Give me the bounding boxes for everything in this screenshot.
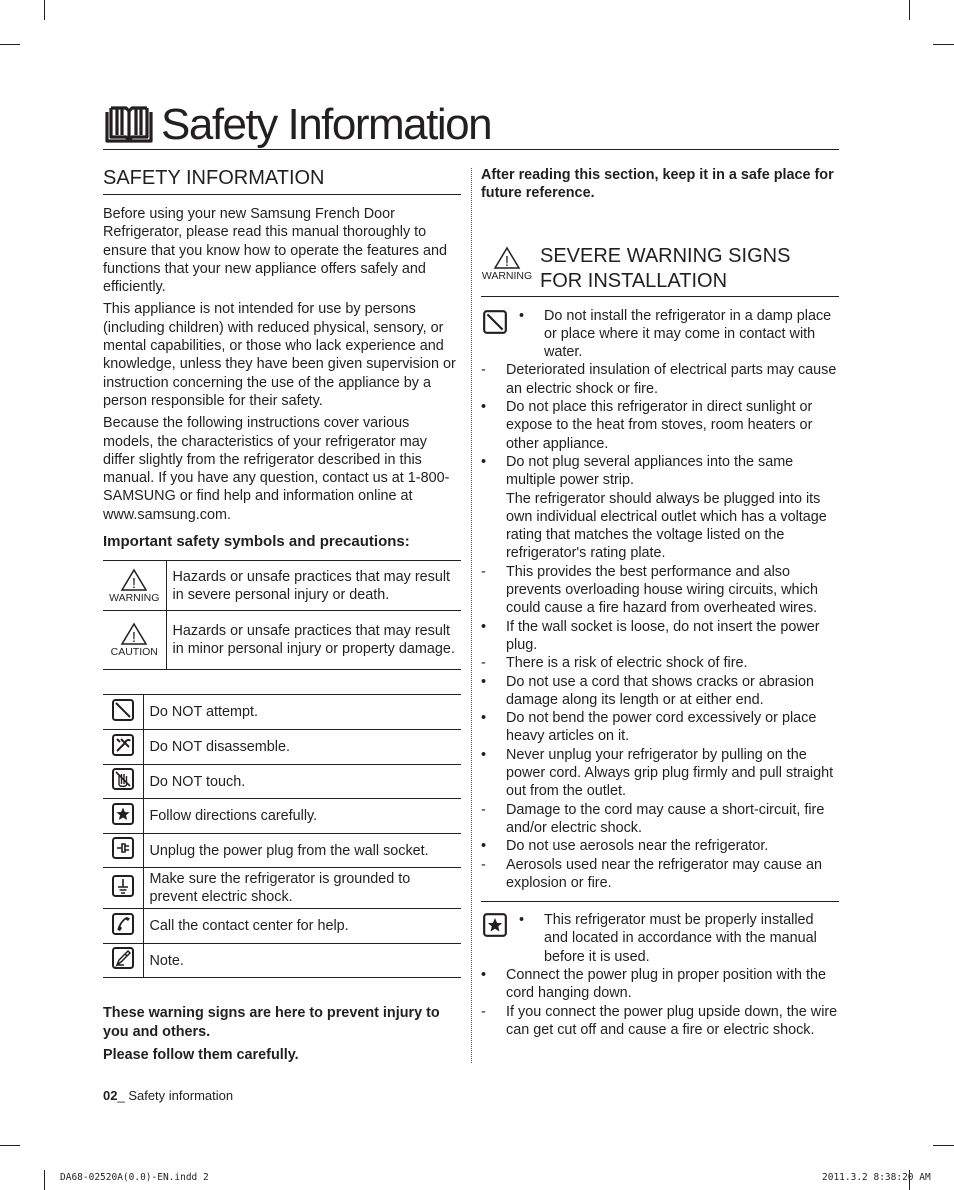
footer-separator: _: [117, 1088, 129, 1103]
svg-text:!: !: [504, 252, 510, 270]
list-marker: -: [481, 856, 486, 873]
list-marker: -: [481, 655, 486, 672]
list-marker: •: [481, 710, 487, 727]
list-marker: -: [481, 1003, 486, 1020]
list-item-text: Damage to the cord may cause a short-circuit, fire and/or electric shock.: [506, 801, 825, 836]
page-title: Safety Information: [161, 100, 492, 149]
list-item-text: Do not use aerosols near the refrigerator.: [506, 838, 769, 855]
list-item: [481, 911, 839, 966]
hazard-row: [103, 561, 461, 611]
list-marker: •: [481, 453, 487, 470]
persons-paragraph: This appliance is not intended for use by persons (including children) with reduced physical, sensory, or mental capabilities, or those who lack experience and knowledge, unless they have been given supervision or instruction concerning the use of the appliance by a person responsible for their safety.: [103, 301, 456, 409]
no-disassemble-icon: [111, 733, 135, 757]
list-item-text: Do not plug several appliances into the same multiple power strip.: [506, 453, 794, 489]
hazard-text: Hazards or unsafe practices that may result in severe personal injury or death.: [166, 561, 461, 611]
column-divider: [471, 168, 472, 1063]
list-item: [481, 490, 839, 563]
print-slug-date: 2011.3.2 8:38:20 AM: [822, 1172, 931, 1183]
hazard-text: Hazards or unsafe practices that may result in minor personal injury or property damage.: [166, 611, 461, 670]
list-item-text: This refrigerator must be properly installed and located in accordance with the manual before it is used.: [544, 912, 817, 965]
list-item: [481, 1003, 839, 1040]
caution-label: CAUTION: [110, 646, 158, 659]
models-paragraph: Because the following instructions cover various models, the characteristics of your refrigerator may differ slightly from the refrigerator described in this manual. If you have any question, contact us at 1-800-SAMSUNG or find help and information online at www.samsung.com.: [103, 415, 450, 523]
crop-mark: [44, 1170, 45, 1190]
keep-notice: After reading this section, keep it in a safe place for future reference.: [481, 167, 834, 202]
installation-warnings: [481, 307, 839, 893]
symbol-row: [103, 834, 461, 868]
hazard-row: [103, 611, 461, 670]
right-column: [481, 166, 839, 1039]
symbol-text: Do NOT touch.: [143, 765, 461, 799]
book-icon: [105, 104, 153, 149]
star-icon: [111, 802, 135, 826]
svg-text:!: !: [132, 629, 137, 647]
list-item: [481, 856, 839, 893]
closing-note-2: Please follow them carefully.: [103, 1046, 299, 1063]
list-marker: •: [519, 307, 525, 324]
list-marker: •: [481, 673, 487, 690]
note-icon: [111, 946, 135, 970]
list-item: [481, 673, 839, 710]
list-item: [481, 837, 839, 855]
warning-icon: [493, 246, 521, 270]
warning-label: WARNING: [481, 269, 533, 282]
list-item: [481, 563, 839, 618]
list-item-text: Do not use a cord that shows cracks or abrasion damage along its length or at either end.: [506, 673, 814, 708]
list-item-text: This provides the best performance and also prevents overloading house wiring circuits, which could cause a fire hazard from overheated wires.: [506, 563, 818, 617]
list-item-text: The refrigerator should always be plugged into its own individual electrical outlet which has a voltage rating that matches the voltage listed on the refrigerator's rating plate.: [506, 490, 827, 562]
section-heading: SEVERE WARNING SIGNS FOR INSTALLATION: [540, 244, 791, 293]
list-item-text: Connect the power plug in proper position with the cord hanging down.: [506, 966, 826, 1002]
list-item: [481, 398, 839, 453]
caution-icon: [120, 622, 148, 646]
symbol-row: [103, 868, 461, 909]
page-number: 02: [103, 1088, 118, 1103]
crop-mark: [0, 1145, 20, 1146]
list-item: [481, 966, 839, 1003]
closing-note: These warning signs are here to prevent injury to you and others.: [103, 1005, 440, 1040]
crop-mark: [909, 0, 910, 20]
list-item: [481, 618, 839, 655]
list-marker: -: [481, 563, 486, 580]
list-item: [481, 709, 839, 746]
footer-section: Safety information: [128, 1088, 234, 1103]
symbol-row: [103, 944, 461, 978]
list-marker: -: [481, 362, 486, 379]
symbol-text: Follow directions carefully.: [143, 799, 461, 834]
symbols-heading: Important safety symbols and precautions:: [103, 533, 410, 551]
symbol-text: Do NOT disassemble.: [143, 730, 461, 765]
direction-list: [481, 911, 839, 1039]
print-slug-file: DA68-02520A(0.0)-EN.indd 2: [60, 1172, 209, 1183]
crop-mark: [0, 44, 20, 45]
list-marker: •: [481, 838, 487, 855]
symbol-text: Note.: [143, 944, 461, 978]
symbol-table: [103, 694, 461, 978]
symbol-text: Make sure the refrigerator is grounded to prevent electric shock.: [143, 868, 461, 909]
list-item: [481, 746, 839, 801]
warning-list: [481, 307, 839, 893]
list-item-text: Do not bend the power cord excessively or place heavy articles on it.: [506, 710, 817, 745]
list-item: [481, 453, 839, 490]
list-item: [481, 654, 839, 672]
list-item-text: Do not install the refrigerator in a damp place or place where it may come in contact with water.: [544, 307, 832, 361]
list-item-text: If you connect the power plug upside down, the wire can get cut off and cause a fire or electric shock.: [506, 1003, 838, 1038]
no-touch-icon: [111, 767, 135, 791]
list-marker: •: [481, 399, 487, 416]
symbol-text: Call the contact center for help.: [143, 909, 461, 944]
list-item-text: Never unplug your refrigerator by pulling on the power cord. Always grip plug firmly and pull straight out from the outlet.: [506, 746, 834, 800]
list-item-text: Deteriorated insulation of electrical parts may cause an electric shock or fire.: [506, 362, 837, 397]
prohibit-icon: [111, 698, 135, 722]
unplug-icon: [111, 836, 135, 860]
crop-mark: [44, 0, 45, 20]
ground-icon: [111, 874, 135, 898]
list-item: [481, 307, 839, 362]
list-marker: •: [519, 912, 525, 929]
list-item: [481, 361, 839, 398]
symbol-row: [103, 730, 461, 765]
installation-directions: [481, 901, 839, 1039]
symbol-row: [103, 909, 461, 944]
list-marker: •: [481, 746, 487, 763]
page-title-row: [103, 96, 839, 150]
list-item-text: There is a risk of electric shock of fire.: [506, 655, 748, 672]
phone-icon: [111, 912, 135, 936]
svg-text:!: !: [132, 574, 137, 592]
crop-mark: [933, 44, 954, 45]
list-marker: •: [481, 966, 487, 983]
warning-label: WARNING: [109, 591, 160, 604]
symbol-row: [103, 765, 461, 799]
intro-paragraph: Before using your new Samsung French Door Refrigerator, please read this manual thoroughly to ensure that you know how to operate the features and functions that your new appliance offers safely and efficiently.: [103, 206, 448, 296]
list-item-text: Do not place this refrigerator in direct sunlight or expose to the heat from stoves, room heaters or other appliance.: [506, 399, 813, 452]
list-item-text: Aerosols used near the refrigerator may cause an explosion or fire.: [506, 856, 822, 891]
left-column: [103, 166, 461, 1064]
page-footer: [103, 1088, 233, 1103]
list-item: [481, 801, 839, 838]
warning-heading-row: [481, 239, 839, 297]
crop-mark: [933, 1145, 954, 1146]
symbol-text: Do NOT attempt.: [143, 695, 461, 730]
list-marker: -: [481, 801, 486, 818]
list-marker: •: [481, 618, 487, 635]
symbol-row: [103, 695, 461, 730]
list-item-text: If the wall socket is loose, do not insert the power plug.: [506, 618, 820, 653]
warning-icon: [120, 568, 148, 592]
symbol-row: [103, 799, 461, 834]
symbol-text: Unplug the power plug from the wall socket.: [143, 834, 461, 868]
hazard-table: [103, 560, 461, 670]
section-heading: SAFETY INFORMATION: [103, 166, 461, 195]
